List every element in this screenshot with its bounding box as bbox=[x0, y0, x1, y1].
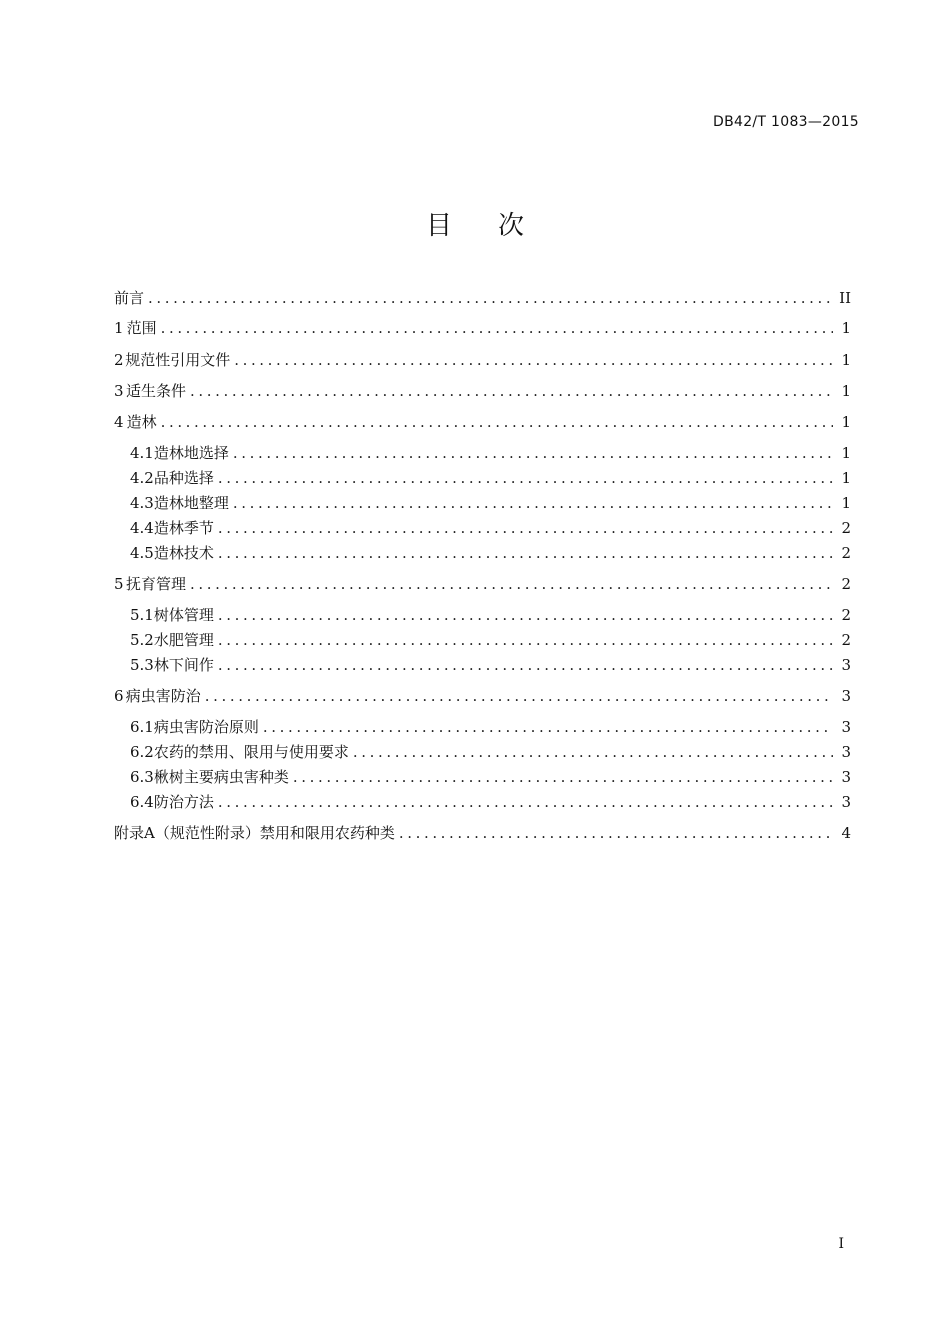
toc-entry-4-2[interactable] bbox=[130, 468, 851, 488]
toc-page: 2 bbox=[841, 631, 851, 649]
toc-entry-foreword[interactable] bbox=[114, 288, 851, 308]
toc-leader bbox=[218, 630, 833, 650]
toc-entry-1[interactable] bbox=[114, 318, 851, 338]
toc-label: 规范性引用文件 bbox=[125, 351, 231, 369]
toc-number: 3 bbox=[114, 382, 124, 400]
toc-number: 5 bbox=[114, 575, 124, 593]
footer-page-number: I bbox=[838, 1236, 844, 1252]
toc-leader bbox=[190, 381, 833, 401]
toc-entry-4-4[interactable] bbox=[130, 518, 851, 538]
toc-label: 楸树主要病虫害种类 bbox=[153, 768, 289, 786]
toc-entry-6-2[interactable] bbox=[130, 742, 851, 762]
toc-leader bbox=[190, 574, 833, 594]
toc-number: 4.3 bbox=[130, 494, 154, 512]
toc-entry-5-2[interactable] bbox=[130, 630, 851, 650]
toc-leader bbox=[218, 468, 833, 488]
toc-label: 树体管理 bbox=[153, 606, 214, 624]
toc-entry-6[interactable] bbox=[114, 686, 851, 706]
toc-leader bbox=[218, 792, 833, 812]
toc-number: 6.3 bbox=[130, 768, 154, 786]
toc-leader bbox=[233, 443, 833, 463]
toc-page: 2 bbox=[841, 606, 851, 624]
toc-number: 6.2 bbox=[130, 743, 154, 761]
toc-entry-4[interactable] bbox=[114, 412, 851, 432]
toc-entry-appendix-a[interactable] bbox=[114, 823, 851, 843]
toc-entry-4-3[interactable] bbox=[130, 493, 851, 513]
toc-leader bbox=[205, 686, 833, 706]
toc-label: 附录A（规范性附录）禁用和限用农药种类 bbox=[114, 824, 395, 842]
toc-page: 3 bbox=[841, 768, 851, 786]
toc-leader bbox=[218, 655, 833, 675]
toc-number: 1 bbox=[114, 319, 124, 337]
toc-label: 防治方法 bbox=[153, 793, 214, 811]
toc-number: 4.5 bbox=[130, 544, 154, 562]
toc-entry-5[interactable] bbox=[114, 574, 851, 594]
toc-entry-2[interactable] bbox=[114, 350, 851, 370]
toc-number: 6.1 bbox=[130, 718, 154, 736]
toc-label: 造林季节 bbox=[153, 519, 214, 537]
toc-page: 3 bbox=[841, 718, 851, 736]
toc-number: 6 bbox=[114, 687, 124, 705]
toc-number: 5.3 bbox=[130, 656, 154, 674]
toc-page: 1 bbox=[841, 494, 851, 512]
toc-page: 1 bbox=[841, 319, 851, 337]
toc-number: 5.1 bbox=[130, 606, 154, 624]
toc-number: 2 bbox=[114, 351, 124, 369]
toc-entry-4-1[interactable] bbox=[130, 443, 851, 463]
toc-page: 1 bbox=[841, 351, 851, 369]
toc-page: 4 bbox=[841, 824, 851, 842]
toc-page: 3 bbox=[841, 656, 851, 674]
toc-number: 4 bbox=[114, 413, 124, 431]
toc-label: 农药的禁用、限用与使用要求 bbox=[153, 743, 349, 761]
toc-page: 1 bbox=[841, 469, 851, 487]
toc-leader bbox=[161, 412, 833, 432]
toc-page: 1 bbox=[841, 413, 851, 431]
toc-label: 水肥管理 bbox=[153, 631, 214, 649]
toc-entry-3[interactable] bbox=[114, 381, 851, 401]
toc-page: 1 bbox=[841, 444, 851, 462]
toc-page: II bbox=[839, 289, 851, 307]
toc-entry-6-1[interactable] bbox=[130, 717, 851, 737]
toc-leader bbox=[353, 742, 833, 762]
toc-page: 3 bbox=[841, 793, 851, 811]
toc-leader bbox=[263, 717, 833, 737]
toc-label: 造林技术 bbox=[153, 544, 214, 562]
toc-leader bbox=[234, 350, 833, 370]
toc-entry-5-3[interactable] bbox=[130, 655, 851, 675]
toc-leader bbox=[161, 318, 833, 338]
toc-number: 4.1 bbox=[130, 444, 154, 462]
toc-page: 2 bbox=[841, 544, 851, 562]
toc-label: 林下间作 bbox=[153, 656, 214, 674]
toc-leader bbox=[233, 493, 833, 513]
toc-number: 4.4 bbox=[130, 519, 154, 537]
toc-page: 2 bbox=[841, 519, 851, 537]
toc-page: 2 bbox=[841, 575, 851, 593]
toc-label: 抚育管理 bbox=[126, 575, 187, 593]
toc-entry-5-1[interactable] bbox=[130, 605, 851, 625]
toc-leader bbox=[399, 823, 833, 843]
toc-number: 4.2 bbox=[130, 469, 154, 487]
toc-label: 前言 bbox=[114, 289, 145, 307]
toc-label: 造林 bbox=[126, 413, 157, 431]
toc-label: 范围 bbox=[126, 319, 157, 337]
toc-leader bbox=[218, 605, 833, 625]
toc-leader bbox=[293, 767, 833, 787]
toc-label: 品种选择 bbox=[153, 469, 214, 487]
toc-label: 病虫害防治原则 bbox=[153, 718, 259, 736]
toc-number: 5.2 bbox=[130, 631, 154, 649]
toc-entry-4-5[interactable] bbox=[130, 543, 851, 563]
toc-number: 6.4 bbox=[130, 793, 154, 811]
toc-page: 3 bbox=[841, 743, 851, 761]
toc-label: 适生条件 bbox=[126, 382, 187, 400]
toc-page: 1 bbox=[841, 382, 851, 400]
toc-label: 造林地整理 bbox=[153, 494, 229, 512]
toc-leader bbox=[218, 518, 833, 538]
standard-code: DB42/T 1083—2015 bbox=[713, 114, 859, 130]
toc-label: 造林地选择 bbox=[153, 444, 229, 462]
toc-leader bbox=[218, 543, 833, 563]
page-title: 目次 bbox=[425, 211, 570, 241]
toc-leader bbox=[148, 288, 833, 308]
toc-label: 病虫害防治 bbox=[125, 687, 201, 705]
toc-page: 3 bbox=[841, 687, 851, 705]
toc-entry-6-3[interactable] bbox=[130, 767, 851, 787]
toc-entry-6-4[interactable] bbox=[130, 792, 851, 812]
